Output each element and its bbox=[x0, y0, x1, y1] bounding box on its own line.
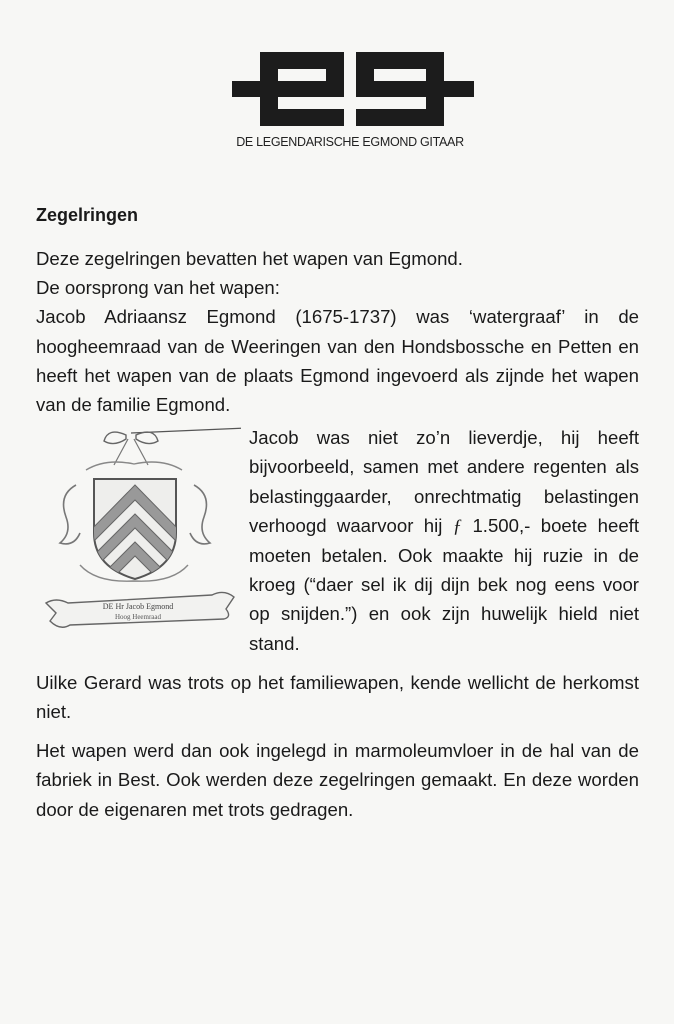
guilder-symbol: ƒ bbox=[452, 515, 463, 537]
article bbox=[36, 205, 639, 824]
intro-line-1: Deze zegelringen bevatten het wapen van Egmond. bbox=[36, 248, 463, 269]
egmond-logo bbox=[232, 48, 474, 130]
origin-paragraph: Jacob Adriaansz Egmond (1675-1737) was ‘watergraaf’ in de hoogheemraad van de Weeringen van den Hondsbossche en Petten en heeft het wapen van de plaats Egmond ingevoerd als zijnde het wapen van de familie Egmond. bbox=[36, 306, 639, 416]
jacob-text-part-1: Jacob was niet zo’n lieverdje, hij heeft bijvoorbeeld, samen met andere regenten als belastinggaarder, onrechtmatig belastingen verhoogd waarvoor hij bbox=[249, 427, 639, 536]
crest-banner-line-1: DE Hr Jacob Egmond bbox=[102, 602, 174, 612]
family-crest-image bbox=[36, 425, 241, 647]
article-title: Zegelringen bbox=[36, 205, 139, 225]
jacob-text-part-2: 1.500,- boete heeft moeten betalen. Ook maakte hij ruzie in de kroeg (“daer sel ik dij dijn bek nog eens voor op snijden.”) en ook zijn huwelijk hield niet stand. bbox=[249, 514, 639, 654]
brand-tagline: DE LEGENDARISCHE EGMOND GITAAR bbox=[236, 135, 464, 149]
uilke-paragraph: Uilke Gerard was trots op het familiewapen, kende wellicht de herkomst niet. bbox=[36, 671, 639, 723]
intro-line-2: De oorsprong van het wapen: bbox=[36, 277, 280, 299]
crest-banner-line-2: Hoog Heemraad bbox=[114, 613, 162, 622]
factory-paragraph: Het wapen werd dan ook ingelegd in marmoleumvloer in de hal van de fabriek in Best. Ook werden deze zegelringen gemaakt. En deze worden door de eigenaren met trots gedragen. bbox=[36, 740, 639, 820]
